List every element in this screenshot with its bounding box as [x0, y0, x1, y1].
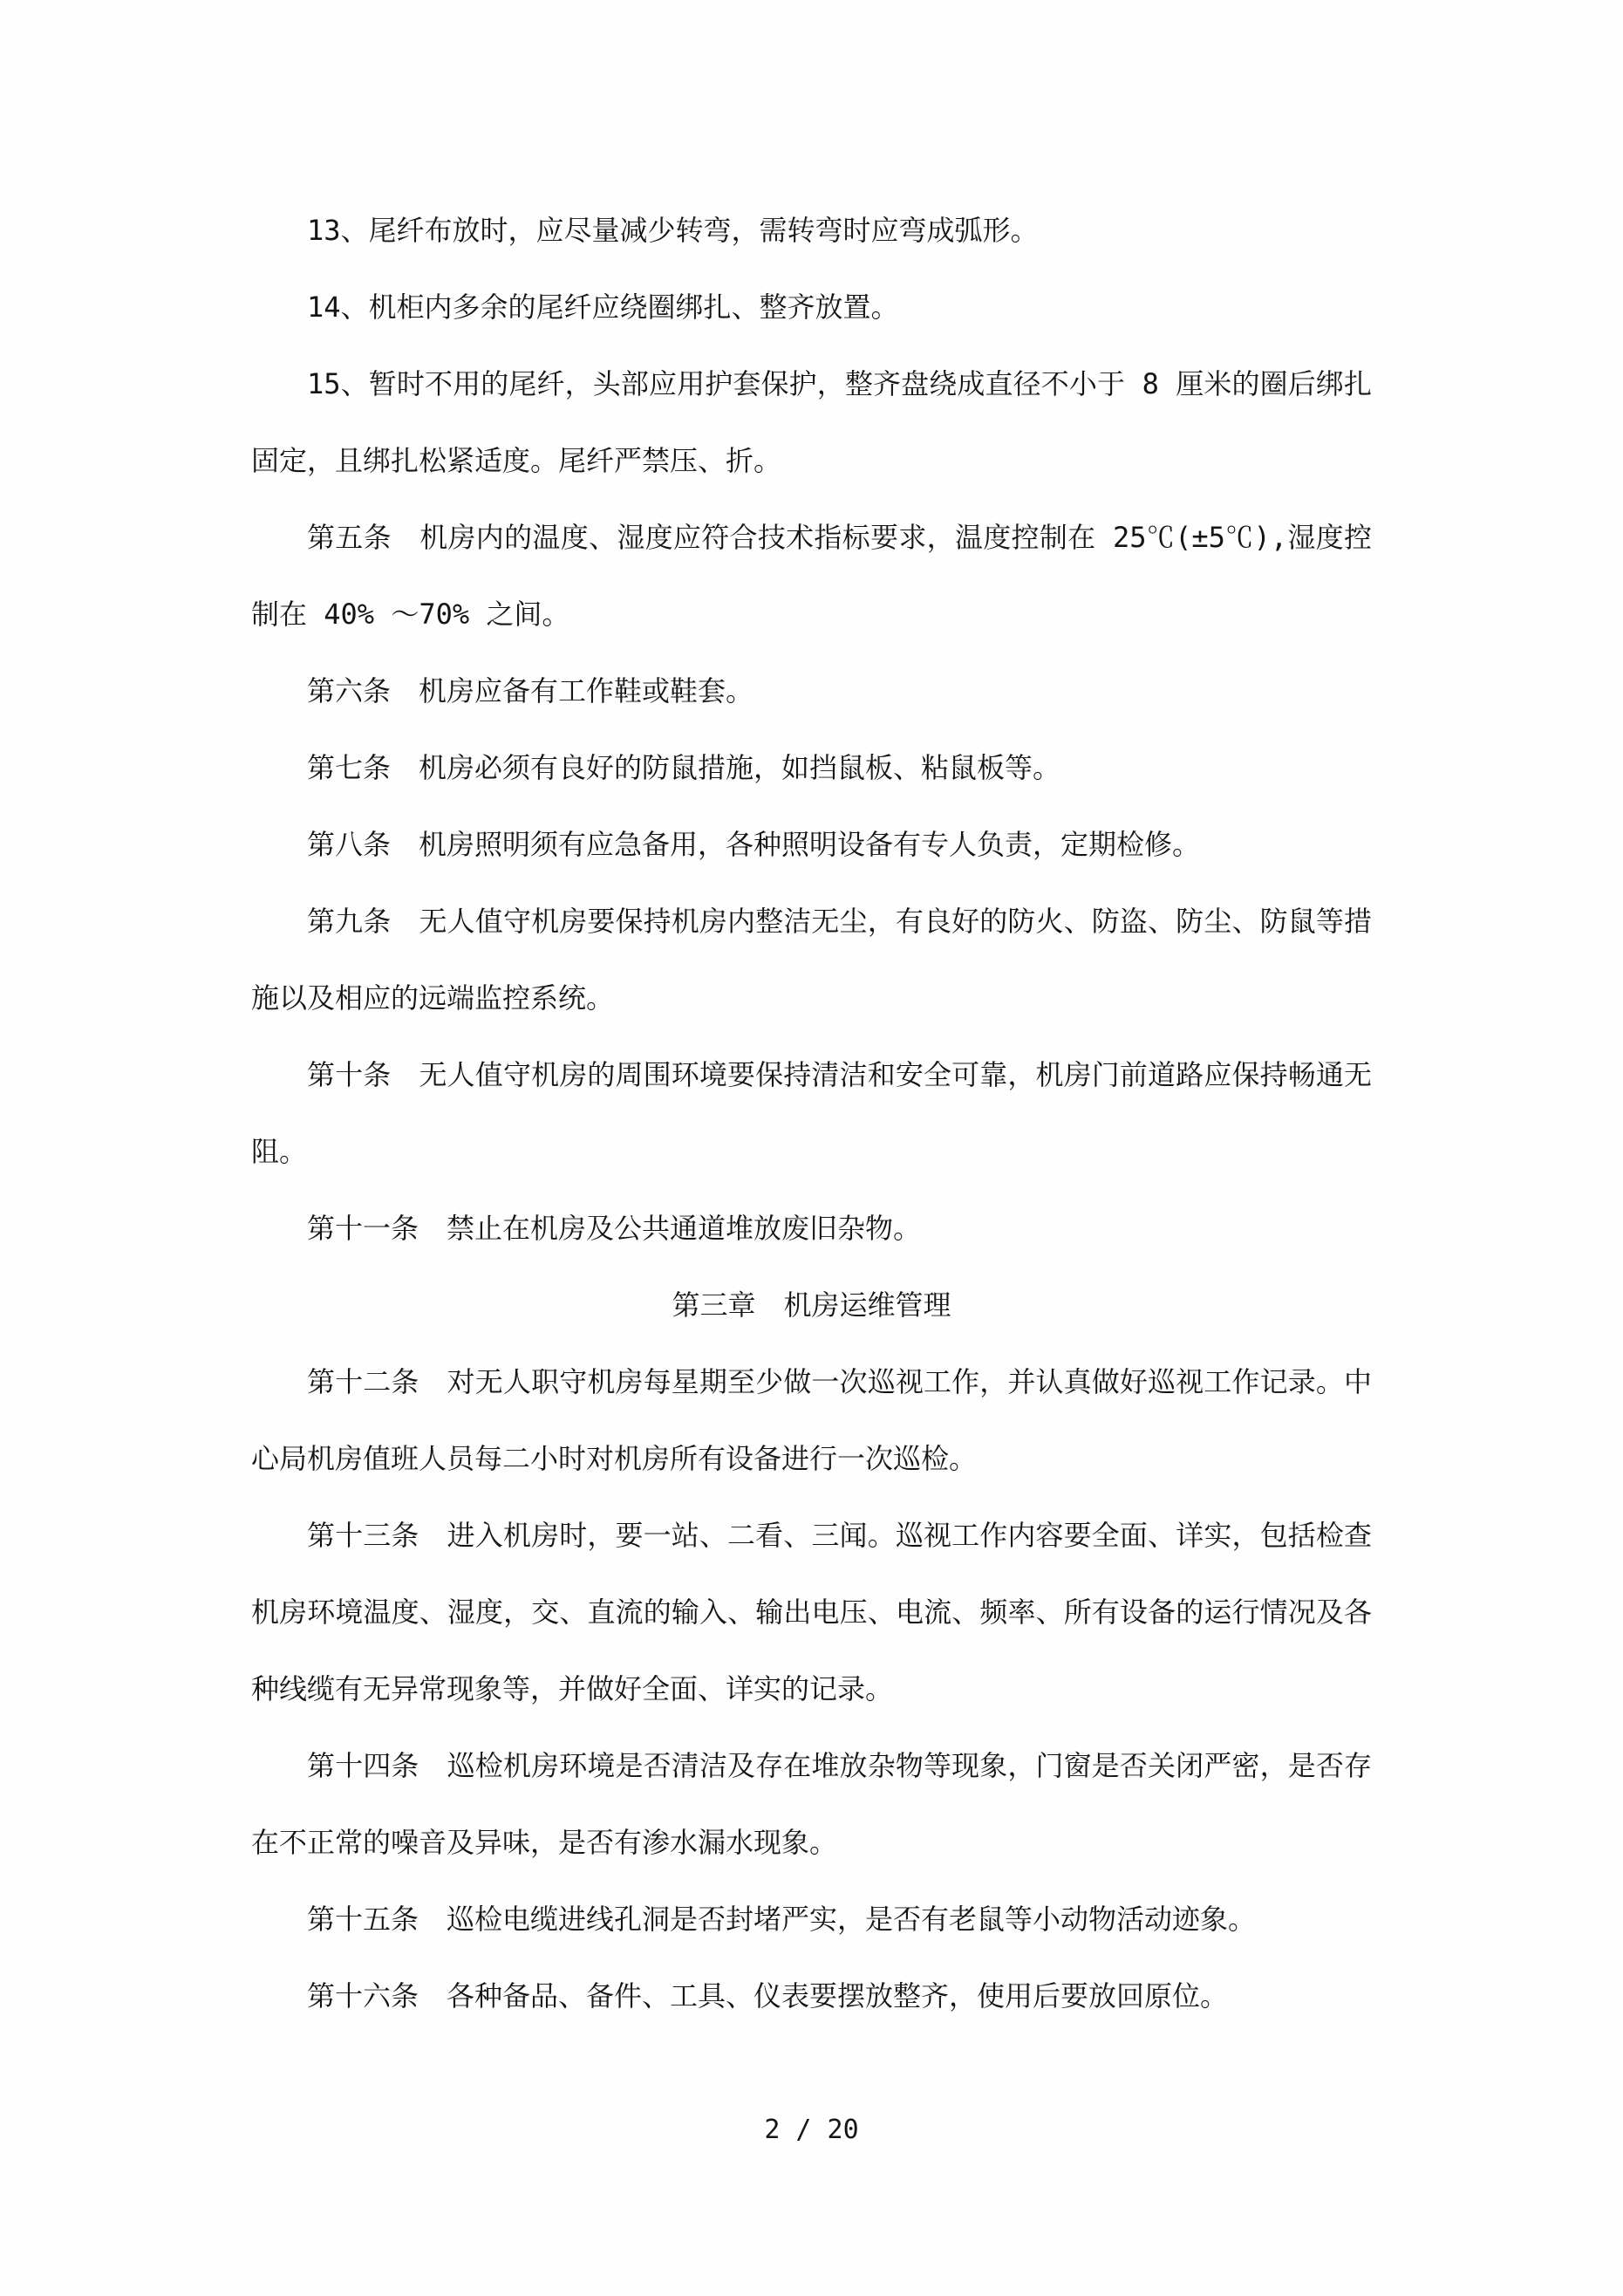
article-5: 第五条 机房内的温度、湿度应符合技术指标要求，温度控制在 25℃(±5℃),湿度控制在 40% ～70% 之间。 [251, 521, 1372, 631]
article-8: 第八条 机房照明须有应急备用，各种照明设备有专人负责，定期检修。 [307, 828, 1201, 861]
article-7: 第七条 机房必须有良好的防鼠措施，如挡鼠板、粘鼠板等。 [307, 751, 1061, 784]
article-14: 第十四条 巡检机房环境是否清洁及存在堆放杂物等现象，门窗是否关闭严密，是否存在不正常的噪音及异味，是否有渗水漏水现象。 [251, 1749, 1372, 1859]
document-body [251, 192, 1372, 2034]
article-15: 第十五条 巡检电缆进线孔洞是否封堵严实，是否有老鼠等小动物活动迹象。 [307, 1903, 1257, 1936]
list-item-14: 14、机柜内多余的尾纤应绕圈绑扎、整齐放置。 [307, 290, 899, 324]
chapter-3-heading: 第三章 机房运维管理 [672, 1288, 951, 1322]
article-9: 第九条 无人值守机房要保持机房内整洁无尘，有良好的防火、防盗、防尘、防鼠等措施以及相应的远端监控系统。 [251, 905, 1372, 1015]
article-16: 第十六条 各种备品、备件、工具、仪表要摆放整齐，使用后要放回原位。 [307, 1979, 1229, 2012]
article-13: 第十三条 进入机房时，要一站、二看、三闻。巡视工作内容要全面、详实，包括检查机房环境温度、湿度，交、直流的输入、输出电压、电流、频率、所有设备的运行情况及各种线缆有无异常现象等，并做好全面、详实的记录。 [251, 1519, 1372, 1705]
article-11: 第十一条 禁止在机房及公共通道堆放废旧杂物。 [307, 1212, 922, 1245]
list-item-13: 13、尾纤布放时，应尽量减少转弯，需转弯时应弯成弧形。 [307, 214, 1039, 247]
list-item-15: 15、暂时不用的尾纤，头部应用护套保护，整齐盘绕成直径不小于 8 厘米的圈后绑扎固定，且绑扎松紧适度。尾纤严禁压、折。 [251, 367, 1372, 477]
article-12: 第十二条 对无人职守机房每星期至少做一次巡视工作，并认真做好巡视工作记录。中心局机房值班人员每二小时对机房所有设备进行一次巡检。 [251, 1365, 1372, 1475]
page-number-indicator: 2 / 20 [764, 2115, 859, 2145]
article-10: 第十条 无人值守机房的周围环境要保持清洁和安全可靠，机房门前道路应保持畅通无阻。 [251, 1058, 1372, 1168]
article-6: 第六条 机房应备有工作鞋或鞋套。 [307, 674, 754, 707]
